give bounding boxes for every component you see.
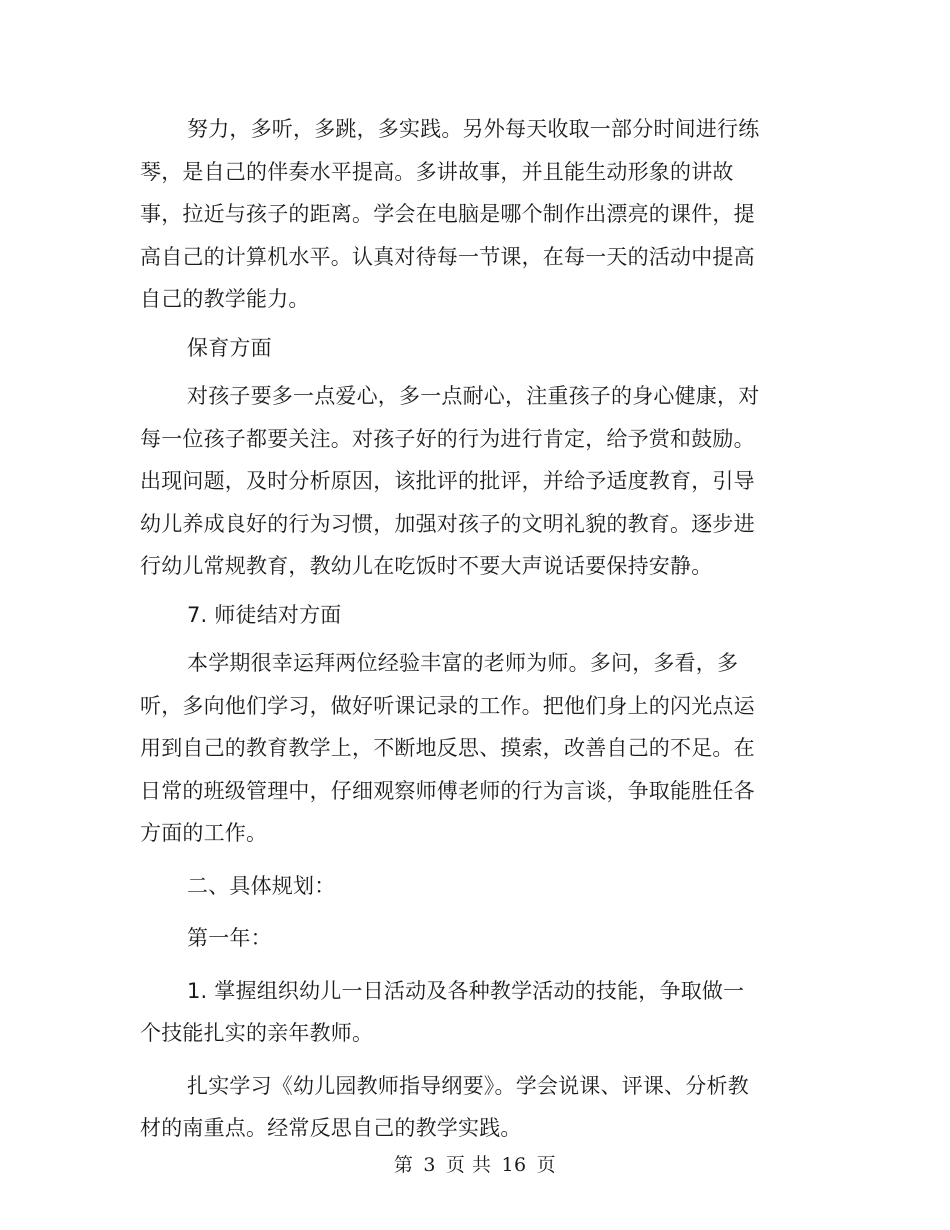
paragraph-study-outline: 扎实学习《幼儿园教师指导纲要》。学会说课、评课、分析教材的南重点。经常反思自己的教学实践。 bbox=[140, 1073, 749, 1140]
document-body bbox=[140, 108, 760, 1150]
heading-first-year: 第一年： bbox=[187, 926, 272, 950]
footer-total-pages: 16 bbox=[501, 1154, 527, 1176]
heading-childcare: 保育方面 bbox=[187, 335, 272, 360]
footer-current-page: 3 bbox=[423, 1154, 436, 1176]
paragraph-practice: 努力，多听，多跳，多实践。另外每天收取一部分时间进行练琴，是自己的伴奏水平提高。多讲故事，并且能生动形象的讲故事，拉近与孩子的距离。学会在电脑是哪个制作出漂亮的课件，提高自己的计算机水平。认真对待每一节课，在每一天的活动中提高自己的教学能力。 bbox=[140, 117, 760, 311]
heading-specific-plan: 二、具体规划： bbox=[187, 873, 336, 898]
footer-prefix: 第 bbox=[393, 1154, 414, 1176]
heading-mentorship: 7. 师徒结对方面 bbox=[187, 602, 342, 627]
paragraph-mentorship: 本学期很幸运拜两位经验丰富的老师为师。多问，多看，多听，多向他们学习，做好听课记录的工作。把他们身上的闪光点运用到自己的教育教学上，不断地反思、摸索，改善自己的不足。在日常的班级管理中，仔细观察师傅老师的行为言谈，争取能胜任各方面的工作。 bbox=[140, 651, 755, 845]
paragraph-childcare: 对孩子要多一点爱心，多一点耐心，注重孩子的身心健康，对每一位孩子都要关注。对孩子好的行为进行肯定，给予赏和鼓励。出现问题，及时分析原因，该批评的批评，并给予适度教育，引导幼儿养成良好的行为习惯，加强对孩子的文明礼貌的教育。逐步进行幼儿常规教育，教幼儿在吃饭时不要大声说话要保持安静。 bbox=[140, 384, 760, 578]
paragraph-first-year-goal: 1. 掌握组织幼儿一日活动及各种教学活动的技能，争取做一个技能扎实的亲年教师。 bbox=[140, 978, 745, 1045]
footer-suffix: 页 bbox=[536, 1154, 557, 1176]
footer-middle: 页 共 bbox=[445, 1154, 492, 1176]
page-footer bbox=[0, 1150, 950, 1177]
